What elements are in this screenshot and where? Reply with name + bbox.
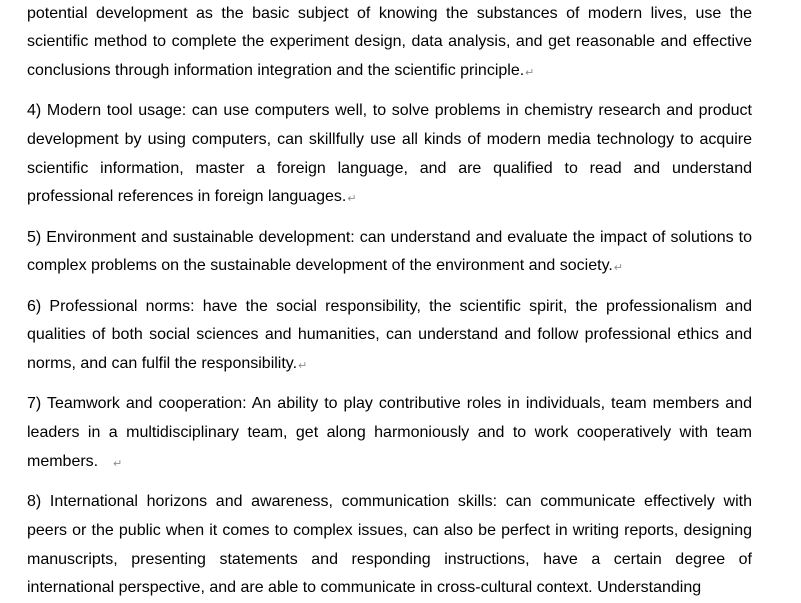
paragraph-text: 5) Environment and sustainable development: can understand and evaluate the impact of solutions to complex problems on the sustainable development of the environment and society. [27, 228, 752, 275]
paragraph-mark-icon: ↵ [347, 193, 357, 206]
paragraph-text: 7) Teamwork and cooperation: An ability to play contributive roles in individuals, team members and leaders in a multidisciplinary team, get along harmoniously and to work cooperatively with team members. [27, 395, 752, 470]
paragraph-mark-icon: ↵ [298, 360, 308, 373]
paragraph-text: 4) Modern tool usage: can use computers well, to solve problems in chemistry research and product development by using computers, can skillfully use all kinds of modern media technology to acquire scientific information, master a foreign language, and are qualified to read and understand professional references in foreign languages. [27, 102, 752, 206]
paragraph-text: 6) Professional norms: have the social responsibility, the scientific spirit, the professionalism and qualities of both social sciences and humanities, can understand and follow professional ethics and norms, and can fulfil the responsibility. [27, 297, 752, 373]
paragraph-teamwork-cooperation [27, 390, 752, 477]
document-page [27, 0, 752, 603]
paragraph-mark-icon: ↵ [113, 457, 123, 470]
paragraph-mark-icon: ↵ [613, 262, 624, 275]
paragraph-modern-tool-usage [27, 97, 752, 213]
paragraph-environment-sustainable-development [27, 224, 752, 282]
paragraph-international-horizons [27, 488, 752, 603]
paragraph-mark-icon: ↵ [525, 67, 535, 80]
paragraph-professional-norms [27, 293, 752, 380]
paragraph-research-conclusions-tail [27, 0, 752, 87]
paragraph-text: potential development as the basic subject of knowing the substances of modern lives, use the scientific method to complete the experiment design, data analysis, and get reasonable and effective conclusions through information integration and the scientific principle. [27, 4, 752, 80]
paragraph-text: 8) International horizons and awareness, communication skills: can communicate effectively with peers or the public when it comes to complex issues, can also be perfect in writing reports, designing manuscripts, presenting statements and responding instructions, have a certain degree of international perspective, and are able to communicate in cross-cultural context. Understanding [27, 493, 752, 597]
